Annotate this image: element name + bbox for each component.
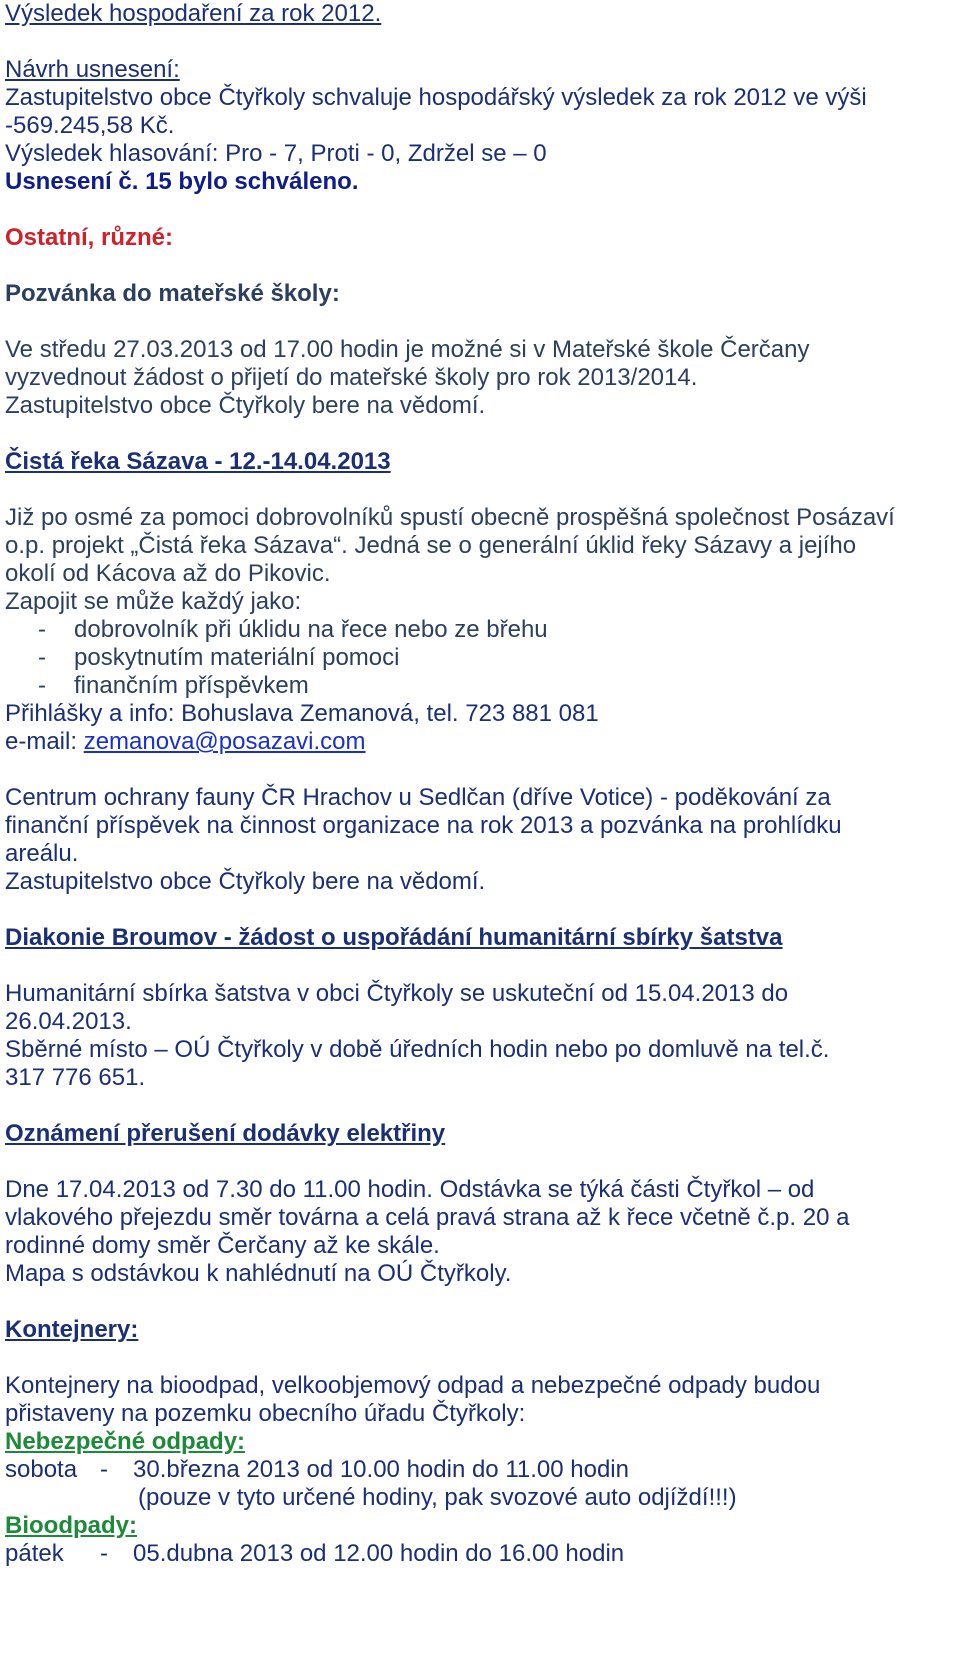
list-marker: - xyxy=(38,672,46,699)
proposal-text-line-2: -569.245,58 Kč. xyxy=(5,112,175,139)
email-link[interactable]: zemanova@posazavi.com xyxy=(83,728,366,755)
bio-day: pátek xyxy=(5,1540,64,1567)
other-heading: Ostatní, různé: xyxy=(5,224,174,251)
hazardous-schedule xyxy=(5,1456,629,1484)
diakonie-heading: Diakonie Broumov - žádost o uspořádání humanitární sbírky šatstva xyxy=(5,924,783,951)
kindergarten-heading: Pozvánka do mateřské školy: xyxy=(5,280,340,307)
power-outage-line-4: Mapa s odstávkou k nahlédnutí na OÚ Čtyřkoly. xyxy=(5,1260,512,1287)
proposal-heading: Návrh usnesení: xyxy=(5,56,180,83)
bio-dash: - xyxy=(100,1540,108,1567)
vote-result: Výsledek hlasování: Pro - 7, Proti - 0, Zdržel se – 0 xyxy=(5,140,547,167)
list-marker: - xyxy=(38,616,46,643)
list-item xyxy=(38,672,309,700)
hazardous-dash: - xyxy=(100,1456,108,1483)
diakonie-line-1: Humanitární sbírka šatstva v obci Čtyřkoly se uskuteční od 15.04.2013 do xyxy=(5,980,789,1007)
power-outage-line-1: Dne 17.04.2013 od 7.30 do 11.00 hodin. Odstávka se týká části Čtyřkol – od xyxy=(5,1176,815,1203)
bio-heading: Bioodpady: xyxy=(5,1512,137,1539)
fauna-note: Zastupitelstvo obce Čtyřkoly bere na vědomí. xyxy=(5,868,486,895)
list-item-text: finančním příspěvkem xyxy=(74,672,309,699)
list-item-text: poskytnutím materiální pomoci xyxy=(74,644,400,671)
list-marker: - xyxy=(38,644,46,671)
diakonie-line-3: Sběrné místo – OÚ Čtyřkoly v době úředních hodin nebo po domluvě na tel.č. xyxy=(5,1036,830,1063)
containers-line-1: Kontejnery na bioodpad, velkoobjemový odpad a nebezpečné odpady budou xyxy=(5,1372,821,1399)
hazardous-heading: Nebezpečné odpady: xyxy=(5,1428,246,1455)
power-outage-line-3: rodinné domy směr Čerčany až ke skále. xyxy=(5,1232,440,1259)
join-intro: Zapojit se může každý jako: xyxy=(5,588,302,615)
email-line xyxy=(5,728,366,756)
containers-heading: Kontejnery: xyxy=(5,1316,139,1343)
power-outage-line-2: vlakového přejezdu směr továrna a celá pravá strana až k řece včetně č.p. 20 a xyxy=(5,1204,850,1231)
power-outage-heading: Oznámení přerušení dodávky elektřiny xyxy=(5,1120,446,1147)
email-label: e-mail: xyxy=(5,728,84,755)
list-item-text: dobrovolník při úklidu na řece nebo ze břehu xyxy=(74,616,548,643)
bio-time: 05.dubna 2013 od 12.00 hodin do 16.00 hodin xyxy=(133,1540,625,1567)
diakonie-line-4: 317 776 651. xyxy=(5,1064,146,1091)
clean-river-heading: Čistá řeka Sázava - 12.-14.04.2013 xyxy=(5,448,391,475)
fauna-line-2: finanční příspěvek na činnost organizace na rok 2013 a pozvánka na prohlídku xyxy=(5,812,842,839)
resolution-approved: Usnesení č. 15 bylo schváleno. xyxy=(5,168,359,195)
kindergarten-note: Zastupitelstvo obce Čtyřkoly bere na vědomí. xyxy=(5,392,486,419)
hazardous-time: 30.března 2013 od 10.00 hodin do 11.00 hodin xyxy=(133,1456,629,1483)
result-title: Výsledek hospodaření za rok 2012. xyxy=(5,0,382,27)
list-item xyxy=(38,616,548,644)
kindergarten-line-1: Ve středu 27.03.2013 od 17.00 hodin je možné si v Mateřské škole Čerčany xyxy=(5,336,810,363)
clean-river-line-2: o.p. projekt „Čistá řeka Sázava“. Jedná se o generální úklid řeky Sázavy a jejího xyxy=(5,532,857,559)
hazardous-day: sobota xyxy=(5,1456,78,1483)
bio-schedule xyxy=(5,1540,624,1568)
clean-river-line-1: Již po osmé za pomoci dobrovolníků spustí obecně prospěšná společnost Posázaví xyxy=(5,504,895,531)
diakonie-line-2: 26.04.2013. xyxy=(5,1008,132,1035)
contact-info: Přihlášky a info: Bohuslava Zemanová, tel. 723 881 081 xyxy=(5,700,599,727)
clean-river-line-3: okolí od Kácova až do Pikovic. xyxy=(5,560,331,587)
kindergarten-line-2: vyzvednout žádost o přijetí do mateřské školy pro rok 2013/2014. xyxy=(5,364,698,391)
list-item xyxy=(38,644,399,672)
hazardous-note: (pouze v tyto určené hodiny, pak svozové auto odjíždí!!!) xyxy=(138,1484,737,1511)
proposal-text-line-1: Zastupitelstvo obce Čtyřkoly schvaluje hospodářský výsledek za rok 2012 ve výši xyxy=(5,84,867,111)
fauna-line-3: areálu. xyxy=(5,840,79,867)
containers-line-2: přistaveny na pozemku obecního úřadu Čtyřkoly: xyxy=(5,1400,526,1427)
fauna-line-1: Centrum ochrany fauny ČR Hrachov u Sedlčan (dříve Votice) - poděkování za xyxy=(5,784,831,811)
